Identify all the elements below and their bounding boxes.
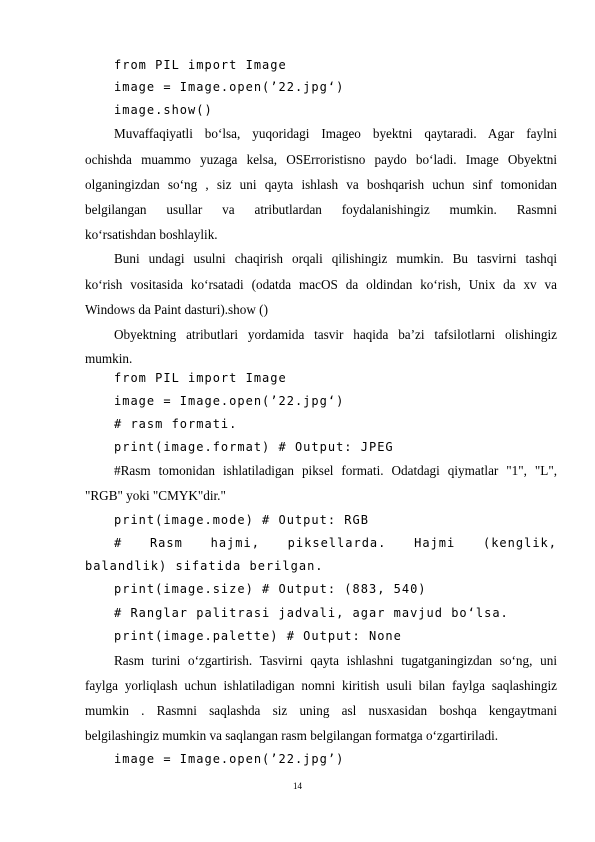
paragraph-line: Rasm turini o‘zgartirish. Tasvirni qayta ishlashni tugatganingizdan so‘ng, uni — [114, 653, 557, 668]
code-line-print-palette: print(image.palette) # Output: None — [114, 629, 402, 643]
paragraph-line: Buni undagi usulni chaqirish orqali qilishingiz mumkin. Bu tasvirni tashqi — [114, 251, 557, 266]
paragraph-line: "RGB" yoki "CMYK"dir." — [85, 488, 226, 503]
code-line-show: image.show() — [114, 103, 213, 117]
code-line-open: image = Image.open(’22.jpg’) — [114, 752, 345, 766]
paragraph-line: belgilangan usullar va atributlardan foydalanishingiz mumkin. Rasmni — [85, 202, 557, 217]
paragraph-line: belgilashingiz mumkin va saqlangan rasm belgilangan formatga o‘zgartiriladi. — [85, 728, 499, 743]
paragraph-line: Muvaffaqiyatli bo‘lsa, yuqoridagi Imageo byektni qaytaradi. Agar faylni — [114, 126, 557, 141]
code-line-open: image = Image.open(’22.jpg‘) — [114, 394, 345, 408]
code-line-print-format: print(image.format) # Output: JPEG — [114, 440, 394, 454]
paragraph-line: mumkin . Rasmni saqlashda siz uning asl nusxasidan boshqa kengaytmani — [85, 703, 557, 718]
code-line-import: from PIL import Image — [114, 371, 287, 385]
paragraph-line: ko‘rish vositasida ko‘rsatadi (odatda macOS da oldindan ko‘rish, Unix da xv va — [85, 277, 557, 292]
paragraph-line: mumkin. — [85, 351, 133, 366]
code-line-print-mode: print(image.mode) # Output: RGB — [114, 513, 369, 527]
paragraph-line: ochishda muammo yuzaga kelsa, OSErroristisno paydo bo‘ladi. Image Obyektni — [85, 152, 557, 167]
code-line-import: from PIL import Image — [114, 58, 287, 72]
paragraph-line: #Rasm tomonidan ishlatiladigan piksel formati. Odatdagi qiymatlar "1", "L", — [114, 463, 557, 478]
code-comment: # Rasm hajmi, piksellarda. Hajmi (kenglik, — [114, 536, 557, 550]
code-line-print-size: print(image.size) # Output: (883, 540) — [114, 582, 427, 596]
page-number: 14 — [293, 781, 302, 791]
code-comment: # Ranglar palitrasi jadvali, agar mavjud bo‘lsa. — [114, 606, 509, 620]
paragraph-line: Obyektning atributlari yordamida tasvir haqida ba’zi tafsilotlarni olishingiz — [114, 327, 557, 342]
code-comment: # rasm formati. — [114, 417, 238, 431]
paragraph-line: faylga yorliqlash uchun ishlatiladigan nomni kiritish usuli bilan faylga saqlashingiz — [85, 678, 557, 693]
paragraph-line: olganingizdan so‘ng , siz uni qayta ishlash va boshqarish uchun sinf tomonidan — [85, 177, 557, 192]
paragraph-line: Windows da Paint dasturi).show () — [85, 302, 268, 317]
code-line-open: image = Image.open(’22.jpg‘) — [114, 80, 345, 94]
code-comment: balandlik) sifatida berilgan. — [85, 559, 324, 573]
paragraph-line: ko‘rsatishdan boshlaylik. — [85, 227, 218, 242]
